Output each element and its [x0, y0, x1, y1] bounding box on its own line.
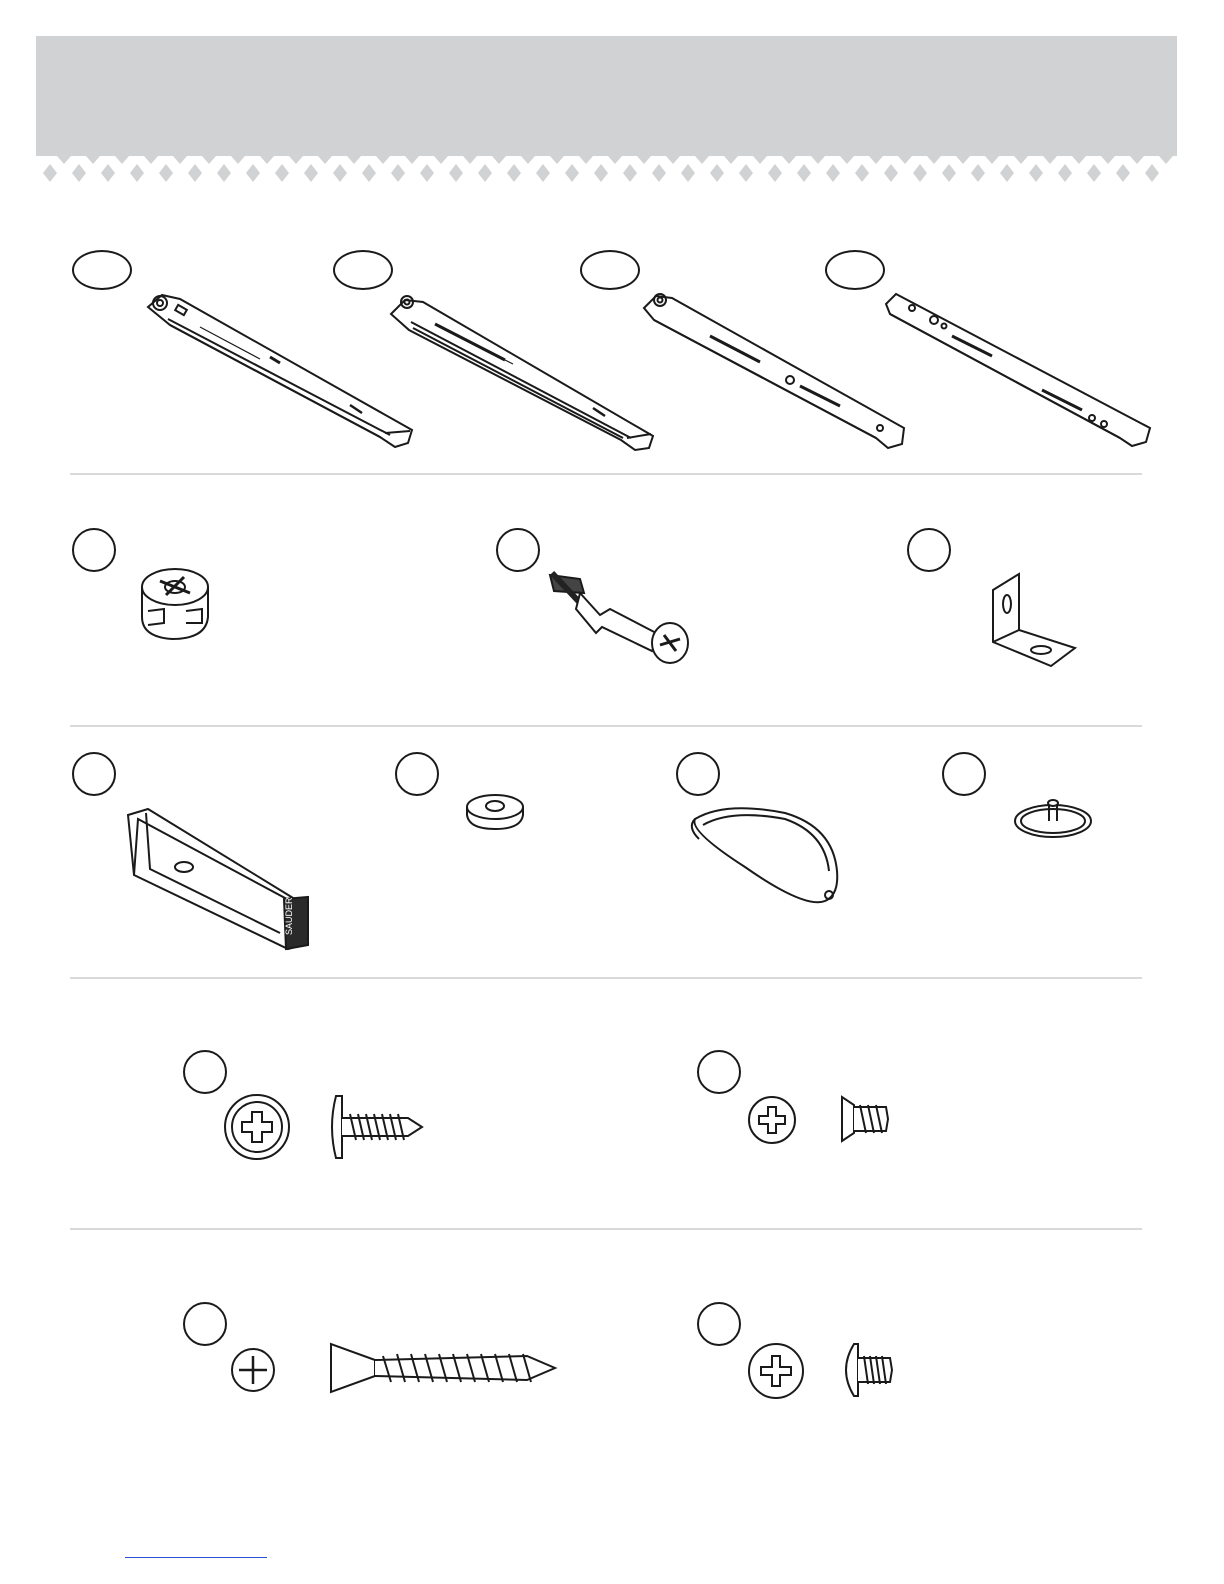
diamond-shape: [768, 164, 782, 182]
truss-head-machine-screw-icon: [838, 1340, 896, 1400]
diamond-shape: [507, 164, 521, 182]
border-notch: [57, 156, 71, 164]
diamond-shape: [1029, 164, 1043, 182]
border-notch: [115, 156, 129, 164]
border-notch: [1072, 156, 1086, 164]
drawer-slide-icon: [640, 288, 910, 456]
diamond-shape: [652, 164, 666, 182]
diamond-shape: [391, 164, 405, 182]
border-notch: [1130, 156, 1144, 164]
diamond-shape: [159, 164, 173, 182]
phillips-head-icon: [228, 1346, 278, 1394]
drawer-slide-icon: [882, 290, 1154, 455]
part-label-circle: [72, 250, 132, 290]
border-notch: [550, 156, 564, 164]
part-label-circle: [72, 752, 116, 796]
diamond-shape: [739, 164, 753, 182]
part-label-circle: [580, 250, 640, 290]
diamond-shape: [536, 164, 550, 182]
cam-bolt-icon: [540, 565, 695, 670]
border-notch: [463, 156, 477, 164]
diamond-shape: [188, 164, 202, 182]
border-notch: [782, 156, 796, 164]
diamond-shape: [942, 164, 956, 182]
border-notch: [753, 156, 767, 164]
footer-link[interactable]: [125, 1557, 267, 1558]
row-divider: [70, 1228, 1142, 1230]
diamond-shape: [217, 164, 231, 182]
diamond-shape: [101, 164, 115, 182]
phillips-head-icon: [745, 1342, 807, 1400]
diamond-shape: [971, 164, 985, 182]
diamond-shape: [275, 164, 289, 182]
part-label-circle: [676, 752, 720, 796]
magnetic-catch-icon: [120, 805, 310, 955]
border-notch: [347, 156, 361, 164]
diamond-shape: [420, 164, 434, 182]
part-label-circle: [907, 528, 951, 572]
border-notch: [1101, 156, 1115, 164]
svg-text:SAUDER: SAUDER: [284, 897, 294, 935]
border-notch: [1043, 156, 1057, 164]
row-divider: [70, 725, 1142, 727]
border-notch: [86, 156, 100, 164]
diamond-shape: [826, 164, 840, 182]
border-notch: [985, 156, 999, 164]
row-divider: [70, 473, 1142, 475]
part-label-circle: [942, 752, 986, 796]
diamond-shape: [1000, 164, 1014, 182]
border-notch: [405, 156, 419, 164]
border-notch: [666, 156, 680, 164]
border-notch: [521, 156, 535, 164]
diamond-shape: [1116, 164, 1130, 182]
diamond-shape: [681, 164, 695, 182]
part-label-circle: [825, 250, 885, 290]
part-label-circle: [496, 528, 540, 572]
diamond-shape: [304, 164, 318, 182]
diamond-shape: [913, 164, 927, 182]
border-notch: [898, 156, 912, 164]
diamond-shape: [246, 164, 260, 182]
border-notch: [1159, 156, 1173, 164]
border-notch: [811, 156, 825, 164]
border-notch: [724, 156, 738, 164]
row-divider: [70, 977, 1142, 979]
part-label-circle: [697, 1050, 741, 1094]
border-notch: [492, 156, 506, 164]
cam-lock-icon: [136, 565, 216, 645]
border-notch: [434, 156, 448, 164]
border-notch: [956, 156, 970, 164]
nail-glide-icon: [1012, 795, 1094, 840]
diamond-shape: [594, 164, 608, 182]
diamond-shape: [449, 164, 463, 182]
drawer-slide-icon: [140, 285, 420, 460]
border-notch: [202, 156, 216, 164]
diamond-shape: [72, 164, 86, 182]
diamond-shape: [478, 164, 492, 182]
border-notch: [260, 156, 274, 164]
wafer-head-screw-icon: [322, 1092, 427, 1162]
border-notch: [927, 156, 941, 164]
cup-pull-icon: [685, 805, 845, 915]
diamond-shape: [855, 164, 869, 182]
drawer-slide-icon: [385, 288, 660, 458]
diamond-shape: [362, 164, 376, 182]
diamond-shape: [884, 164, 898, 182]
border-notch: [869, 156, 883, 164]
diamond-shape: [797, 164, 811, 182]
short-flat-head-screw-icon: [838, 1095, 893, 1145]
border-notch: [608, 156, 622, 164]
diamond-shape: [130, 164, 144, 182]
part-label-circle: [697, 1302, 741, 1346]
border-notch: [231, 156, 245, 164]
border-notch: [579, 156, 593, 164]
part-label-circle: [72, 528, 116, 572]
border-notch: [144, 156, 158, 164]
diamond-shape: [333, 164, 347, 182]
part-label-circle: [333, 250, 393, 290]
diamond-shape: [1087, 164, 1101, 182]
border-notch: [840, 156, 854, 164]
diamond-shape: [565, 164, 579, 182]
part-label-circle: [395, 752, 439, 796]
diamond-shape: [43, 164, 57, 182]
border-notch: [637, 156, 651, 164]
header-band: [36, 36, 1177, 152]
diamond-shape: [710, 164, 724, 182]
border-notch: [695, 156, 709, 164]
phillips-head-icon: [745, 1095, 800, 1145]
diamond-shape: [623, 164, 637, 182]
border-notch: [1014, 156, 1028, 164]
part-label-circle: [183, 1302, 227, 1346]
diamond-shape: [1145, 164, 1159, 182]
long-flat-head-screw-icon: [327, 1342, 559, 1394]
border-notch: [376, 156, 390, 164]
border-notch: [318, 156, 332, 164]
phillips-head-icon: [222, 1092, 292, 1162]
l-bracket-icon: [985, 570, 1080, 670]
part-label-circle: [183, 1050, 227, 1094]
border-notch: [289, 156, 303, 164]
washer-icon: [465, 793, 525, 831]
border-notch: [173, 156, 187, 164]
diamond-shape: [1058, 164, 1072, 182]
header-diamond-border: [36, 150, 1177, 190]
